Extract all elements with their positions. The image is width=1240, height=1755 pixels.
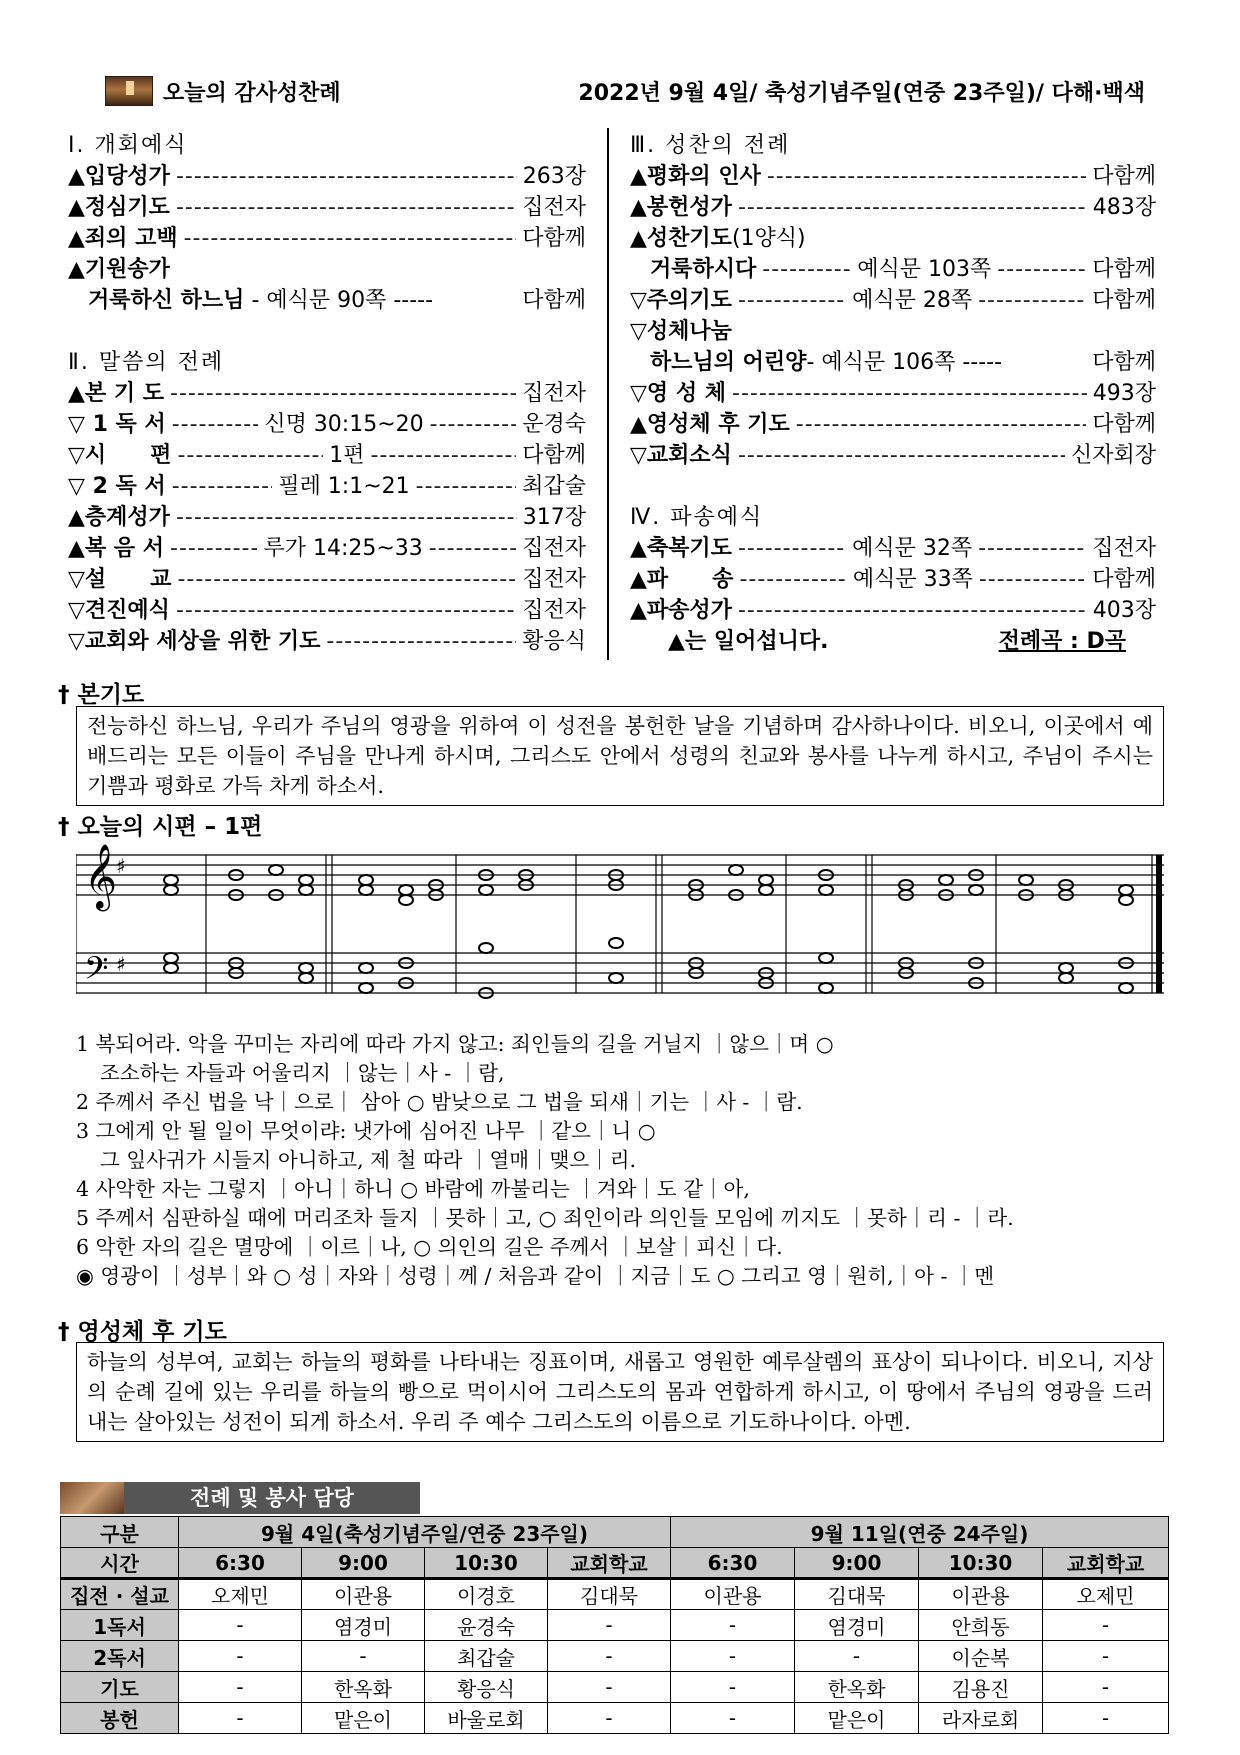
- table-cell: -: [548, 1641, 671, 1672]
- table-cell: -: [548, 1672, 671, 1703]
- table-cell: -: [1043, 1703, 1169, 1734]
- order-item: ▲파송성가 ----- 403장: [630, 595, 1156, 626]
- table-cell: 한옥화: [795, 1672, 919, 1703]
- table-cell: -: [671, 1703, 795, 1734]
- order-item: ▲봉헌성가 ----- 483장: [630, 192, 1156, 223]
- collect-text: 전능하신 하느님, 우리가 주님의 영광을 위하여 이 성전을 봉헌한 날을 기념하며 감사하나이다. 비오니, 이곳에서 예배드리는 모든 이들이 주님을 만나게 하시며, 그리스도 안에서 성령의 친교와 봉사를 나누게 하시고, 주님이 주시는 기쁨과 평화로 가득 차게 하소서.: [76, 706, 1164, 806]
- psalm-verse: 4 사악한 자는 그렇지 ｜아니｜하니 ○ 바람에 까불리는 ｜겨와｜도 같｜아,: [76, 1177, 750, 1201]
- stand-note: ▲는 일어섭니다.: [668, 629, 829, 654]
- table-cell: 김대묵: [795, 1579, 919, 1610]
- psalm-verse: 1 복되어라. 악을 꾸미는 자리에 따라 가지 않고: 죄인들의 길을 거닐지 ｜않으｜며 ○: [76, 1032, 834, 1056]
- table-cell: 황응식: [425, 1672, 548, 1703]
- table-cell: -: [548, 1703, 671, 1734]
- svg-text:♯: ♯: [116, 854, 126, 878]
- order-item: ▽교회와 세상을 위한 기도 ----- 황응식: [68, 626, 586, 657]
- table-cell: -: [1043, 1610, 1169, 1641]
- order-item: ▽주의기도 ----- 예식문 28쪽 ----- 다함께: [630, 285, 1156, 316]
- table-cell: 윤경숙: [425, 1610, 548, 1641]
- table-cell: 김용진: [919, 1672, 1043, 1703]
- table-cell: 라자로회: [919, 1703, 1043, 1734]
- order-item: ▲영성체 후 기도 ----- 다함께: [630, 409, 1156, 440]
- table-cell: 오제민: [179, 1579, 302, 1610]
- section-heading: Ⅱ. 말씀의 전례: [68, 350, 225, 375]
- table-cell: 이관용: [919, 1579, 1043, 1610]
- date-header: 9월 4일(축성기념주일/연중 23주일): [179, 1517, 671, 1548]
- table-cell: 한옥화: [302, 1672, 425, 1703]
- table-cell: 바울로회: [425, 1703, 548, 1734]
- table-cell: -: [179, 1610, 302, 1641]
- table-cell: 염경미: [302, 1610, 425, 1641]
- table-cell: -: [1043, 1672, 1169, 1703]
- page-title: 오늘의 감사성찬례: [163, 81, 341, 106]
- order-item: ▽영 성 체 ----- 493장: [630, 378, 1156, 409]
- liturgy-tune-note: 전례곡 : D곡: [998, 629, 1126, 654]
- duty-table: [60, 1516, 1169, 1734]
- table-cell: 안희동: [919, 1610, 1043, 1641]
- table-row: [61, 1579, 1169, 1610]
- order-item: ▽ 2 독 서 ----- 필레 1:1~21 ----- 최갑술: [68, 471, 586, 502]
- order-item: ▲기원송가: [68, 257, 170, 282]
- section-heading: Ⅰ. 개회예식: [68, 133, 188, 158]
- svg-text:𝄢: 𝄢: [84, 950, 109, 994]
- church-altar-photo: [105, 76, 153, 106]
- order-right-column: [630, 130, 1156, 657]
- order-item: ▽설 교 ----- 집전자: [68, 564, 586, 595]
- section-heading: Ⅳ. 파송예식: [630, 505, 764, 530]
- svg-text:𝄞: 𝄞: [84, 844, 118, 909]
- time-cell: 10:30: [919, 1548, 1043, 1579]
- table-cell: -: [302, 1641, 425, 1672]
- time-cell: 교회학교: [548, 1548, 671, 1579]
- order-note: [630, 626, 1156, 657]
- psalm-verse: 5 주께서 심판하실 때에 머리조차 들지 ｜못하｜고, ○ 죄인이라 의인들 모임에 끼지도 ｜못하｜리 - ｜라.: [76, 1206, 1014, 1230]
- psalm-verse: 3 그에게 안 될 일이 무엇이랴: 냇가에 심어진 나무 ｜같으｜니 ○: [76, 1119, 656, 1143]
- time-cell: 6:30: [671, 1548, 795, 1579]
- bulletin-header: [105, 74, 1145, 108]
- table-cell: -: [1043, 1641, 1169, 1672]
- psalm-text: [76, 1030, 1166, 1291]
- table-cell: -: [671, 1641, 795, 1672]
- postcommunion-text: 하늘의 성부여, 교회는 하늘의 평화를 나타내는 징표이며, 새롭고 영원한 예루살렘의 표상이 되나이다. 비오니, 지상의 순례 길에 있는 우리를 하늘의 빵으로 먹이시어 그리스도의 몸과 연합하게 하시고, 이 땅에서 주님의 영광을 드러내는 살아있는 성전이 되게 하소서. 우리 주 예수 그리스도의 이름으로 기도하나이다. 아멘.: [76, 1342, 1164, 1442]
- time-cell: 10:30: [425, 1548, 548, 1579]
- order-item: 거룩하시다 ----- 예식문 103쪽 ----- 다함께: [630, 254, 1156, 285]
- collect-heading: † 본기도: [58, 682, 145, 708]
- table-cell: 김대묵: [548, 1579, 671, 1610]
- table-cell: 이순복: [919, 1641, 1043, 1672]
- date-header: 9월 11일(연중 24주일): [671, 1517, 1169, 1548]
- banner-photo: [60, 1482, 124, 1514]
- table-row: [61, 1610, 1169, 1641]
- table-cell: -: [671, 1672, 795, 1703]
- table-cell: 염경미: [795, 1610, 919, 1641]
- psalm-verse: 6 악한 자의 길은 멸망에 ｜이르｜나, ○ 의인의 길은 주께서 ｜보살｜피신｜다.: [76, 1235, 783, 1259]
- postcommunion-heading: † 영성체 후 기도: [58, 1319, 227, 1345]
- row-label: 1독서: [61, 1610, 179, 1641]
- order-item: ▲복 음 서 ----- 루가 14:25~33 ----- 집전자: [68, 533, 586, 564]
- table-row: [61, 1703, 1169, 1734]
- row-label: 봉헌: [61, 1703, 179, 1734]
- order-item: 하느님의 어린양 - 예식문 106쪽 ----- 다함께: [650, 350, 1156, 375]
- order-item: ▽ 1 독 서 ----- 신명 30:15~20 ----- 운경숙: [68, 409, 586, 440]
- section-heading: Ⅲ. 성찬의 전례: [630, 133, 791, 158]
- order-item: ▲입당성가 ----- 263장: [68, 161, 586, 192]
- table-cell: 맡은이: [795, 1703, 919, 1734]
- order-item: ▽견진예식 ----- 집전자: [68, 595, 586, 626]
- order-item: ▲성찬기도 (1양식): [630, 226, 806, 251]
- psalm-chant-score: [76, 835, 1164, 1015]
- order-item: ▲축복기도 ----- 예식문 32쪽 ----- 집전자: [630, 533, 1156, 564]
- time-cell: 6:30: [179, 1548, 302, 1579]
- psalm-gloria: ◉ 영광이 ｜성부｜와 ○ 성｜자와｜성령｜께 / 처음과 같이 ｜지금｜도 ○ 그리고 영｜원히,｜아 - ｜멘: [76, 1264, 995, 1288]
- psalm-verse: 2 주께서 주신 법을 낙｜으로｜ 삼아 ○ 밤낮으로 그 법을 되새｜기는 ｜사 - ｜람.: [76, 1090, 803, 1114]
- row-label: 기도: [61, 1672, 179, 1703]
- order-left-column: [68, 130, 586, 657]
- row-label: 집전 · 설교: [61, 1579, 179, 1610]
- table-cell: -: [179, 1641, 302, 1672]
- order-item: ▽시 편 ----- 1편 ----- 다함께: [68, 440, 586, 471]
- duty-banner: [60, 1482, 420, 1514]
- table-cell: -: [179, 1672, 302, 1703]
- table-cell: -: [671, 1610, 795, 1641]
- psalm-verse: 조소하는 자들과 어울리지 ｜않는｜사 - ｜람,: [100, 1061, 505, 1085]
- order-item: ▲본 기 도 ----- 집전자: [68, 378, 586, 409]
- order-item: 거룩하신 하느님 - 예식문 90쪽 ----- 다함께: [88, 288, 586, 313]
- order-item: ▽성체나눔: [630, 319, 732, 344]
- table-cell: 이경호: [425, 1579, 548, 1610]
- header-cell: 구분: [61, 1517, 179, 1548]
- time-cell: 9:00: [302, 1548, 425, 1579]
- table-cell: 이관용: [671, 1579, 795, 1610]
- time-cell: 교회학교: [1043, 1548, 1169, 1579]
- header-cell: 시간: [61, 1548, 179, 1579]
- order-item: ▲파 송 ----- 예식문 33쪽 ----- 다함께: [630, 564, 1156, 595]
- order-item: ▲층계성가 ----- 317장: [68, 502, 586, 533]
- table-cell: 최갑술: [425, 1641, 548, 1672]
- order-item: ▽교회소식 ----- 신자회장: [630, 440, 1156, 471]
- column-divider: [607, 128, 609, 660]
- table-row: [61, 1641, 1169, 1672]
- table-cell: -: [548, 1610, 671, 1641]
- time-cell: 9:00: [795, 1548, 919, 1579]
- svg-text:♯: ♯: [116, 952, 126, 976]
- duty-banner-label: 전례 및 봉사 담당: [124, 1482, 420, 1514]
- table-cell: 맡은이: [302, 1703, 425, 1734]
- psalm-heading: † 오늘의 시편 – 1편: [58, 814, 263, 840]
- table-cell: 이관용: [302, 1579, 425, 1610]
- psalm-verse: 그 잎사귀가 시들지 아니하고, 제 철 따라 ｜열매｜맺으｜리.: [100, 1148, 637, 1172]
- order-item: ▲평화의 인사 ----- 다함께: [630, 161, 1156, 192]
- service-date: 2022년 9월 4일/ 축성기념주일(연중 23주일)/ 다해·백색: [578, 81, 1145, 106]
- order-item: ▲정심기도 ----- 집전자: [68, 192, 586, 223]
- row-label: 2독서: [61, 1641, 179, 1672]
- table-cell: 오제민: [1043, 1579, 1169, 1610]
- table-row: [61, 1672, 1169, 1703]
- table-cell: -: [179, 1703, 302, 1734]
- order-item: ▲죄의 고백 ----- 다함께: [68, 223, 586, 254]
- table-cell: -: [795, 1641, 919, 1672]
